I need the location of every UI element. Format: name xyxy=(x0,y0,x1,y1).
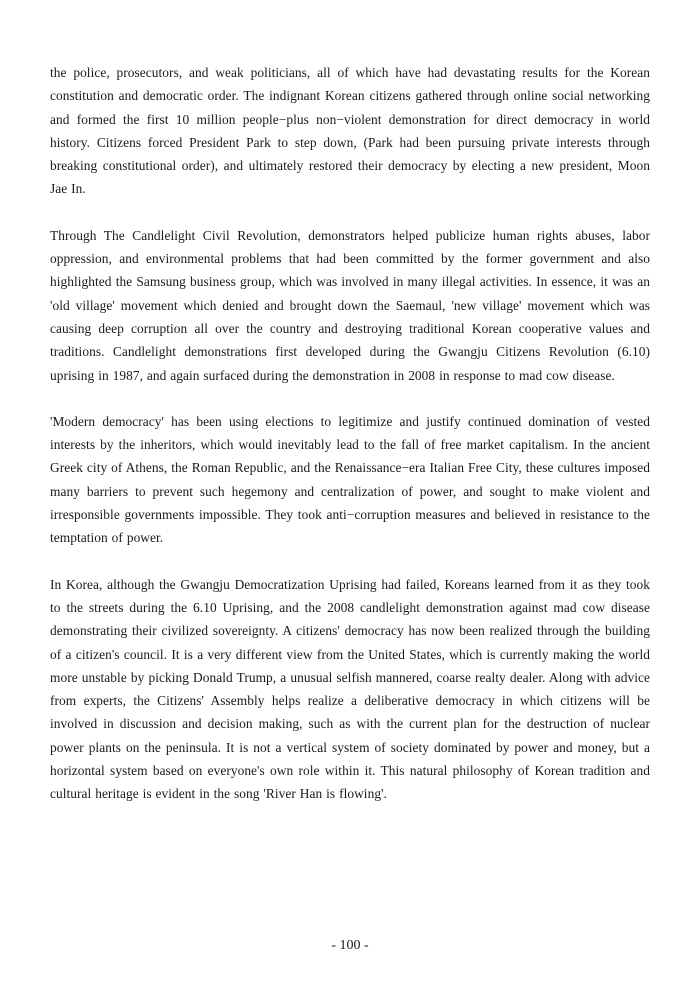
document-body xyxy=(50,61,650,829)
paragraph-4: In Korea, although the Gwangju Democratization Uprising had failed, Koreans learned from it as they took to the streets during the 6.10 Uprising, and the 2008 candlelight demonstration against mad cow disease demonstrating their civilized sovereignty. A citizens' democracy has now been realized through the building of a citizen's council. It is a very different view from the United States, which is currently making the world more unstable by picking Donald Trump, a unusual selfish mannered, coarse realty dealer. Along with advice from experts, the Citizens' Assembly helps realize a deliberative democracy in which citizens will be involved in discussion and decision making, such as with the current plan for the destruction of nuclear power plants on the peninsula. It is not a vertical system of society dominated by power and money, but a horizontal system based on everyone's own role within it. This natural philosophy of Korean tradition and cultural heritage is evident in the song 'River Han is flowing'. xyxy=(50,576,650,802)
paragraph-2: Through The Candlelight Civil Revolution, demonstrators helped publicize human rights abuses, labor oppression, and environmental problems that had been committed by the former government and also highlighted the Samsung business group, which was involved in many illegal activities. In essence, it was an 'old village' movement which denied and brought down the Saemaul, 'new village' movement which was causing deep corruption all over the country and destroying traditional Korean cooperative values and traditions. Candlelight demonstrations first developed during the Gwangju Citizens Revolution (6.10) uprising in 1987, and again surfaced during the demonstration in 2008 in response to mad cow disease. xyxy=(50,227,650,383)
page-number: - 100 - xyxy=(331,938,369,953)
paragraph-3: 'Modern democracy' has been using elections to legitimize and justify continued domination of vested interests by the inheritors, which would inevitably lead to the fall of free market capitalism. In the ancient Greek city of Athens, the Roman Republic, and the Renaissance−era Italian Free City, these cultures imposed many barriers to prevent such hegemony and centralization of power, and sought to make violent and irresponsible governments impossible. They took anti−corruption measures and believed in resistance to the temptation of power. xyxy=(50,413,650,546)
paragraph-1: the police, prosecutors, and weak politicians, all of which have had devastating results for the Korean constitution and democratic order. The indignant Korean citizens gathered through online social networking and formed the first 10 million people−plus non−violent demonstration for direct democracy in world history. Citizens forced President Park to step down, (Park had been pursuing private interests through breaking constitutional order), and ultimately restored their democracy by electing a new president, Moon Jae In. xyxy=(50,65,650,197)
